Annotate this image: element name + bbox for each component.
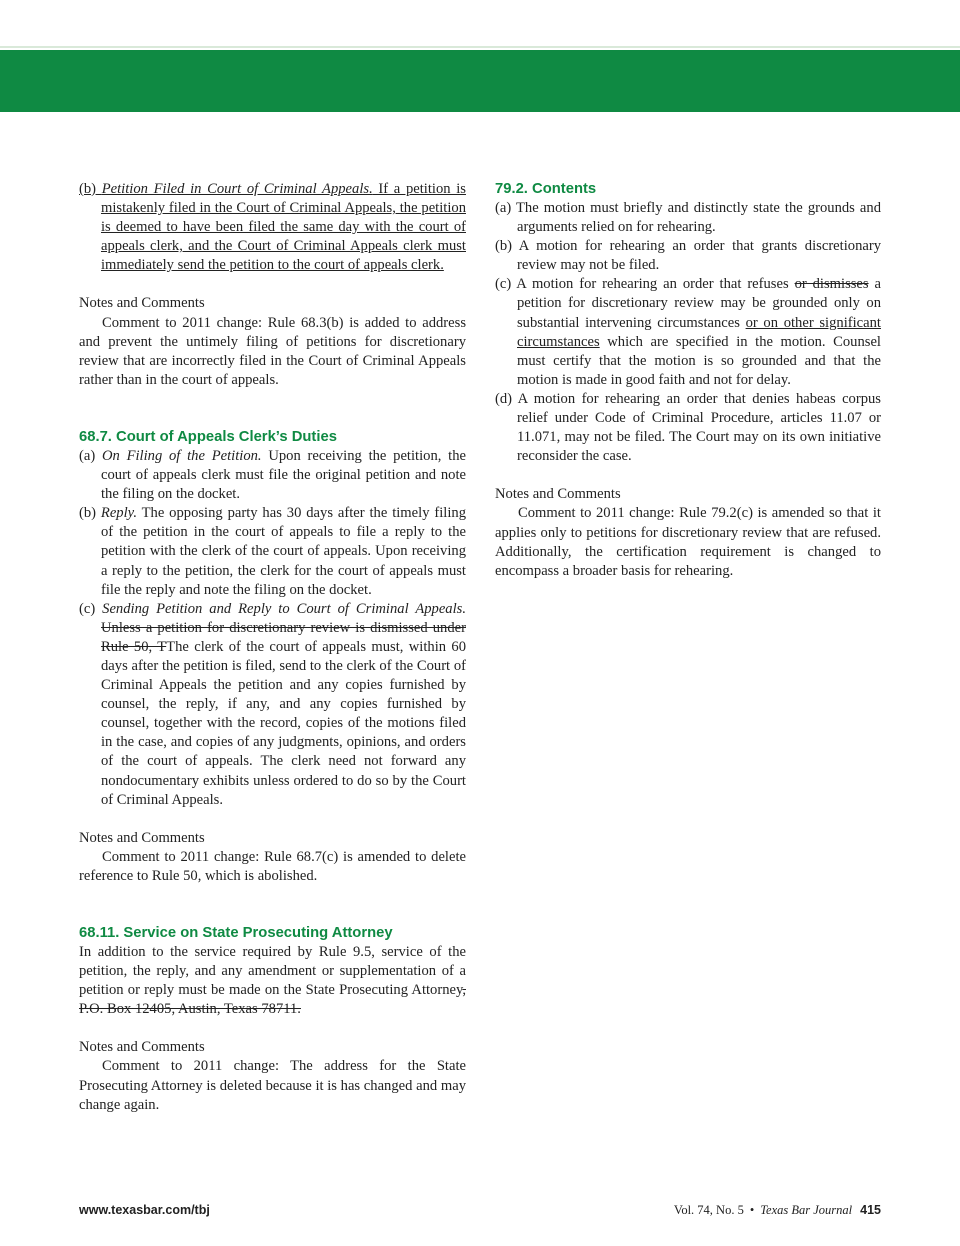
footer-issue [674,1203,881,1218]
added-text: or on other significant circumstances [517,314,881,350]
item-text: If a petition is mistakenly filed in the Court of Criminal Appeals, the petition is deemed to have been filed the same day with the court of appeals clerk, and the Court of Criminal Appeals clerk must immediately send the petition to the court of appeals clerk. [101,181,466,274]
deleted-text: or dismisses [794,276,869,293]
deleted-text: Unless a petition for discretionary review is dismissed under Rule 50, T [101,619,466,655]
header-band [0,50,960,112]
page-number: 415 [860,1203,881,1217]
rule-68-3-b [79,180,466,275]
rule-68-11-text: In addition to the service required by Rule 9.5, service of the petition, the reply, and any amendment or supplementation of a petition or reply must be made on the State Prosecuting Attorney, P.O. Box 12405, Austin, Texas 78711. [79,944,466,1018]
header-rule [0,46,960,48]
rule-68-7-b: (b) Reply. The opposing party has 30 days after the timely filing of the petition in the court of appeals to file a reply to the petition with the clerk of the court of appeals. Upon receiving a reply to the petition, the clerk for the court of appeals must file the reply and note the filing on the docket. [79,505,466,598]
notes-comment: Comment to 2011 change: Rule 68.3(b) is added to address and prevent the untimely filing of petitions for discretionary review that are incorrectly filed in the Court of Criminal Appeals rather than in the court of appeals. [79,314,466,388]
right-column [495,180,881,581]
notes-heading: Notes and Comments [79,295,205,312]
section-heading-79-2: 79.2. Contents [495,181,597,197]
section-heading-68-11: 68.11. Service on State Prosecuting Attorney [79,925,393,941]
rule-79-2-c: (c) A motion for rehearing an order that refuses or dismisses a petition for discretionary review may be grounded only on substantial intervening circumstances or on other significant circumstances which are specified in the motion. Counsel must certify that the motion is so grounded and that the motion is made in good faith and not for delay. [495,276,881,388]
notes-heading: Notes and Comments [495,486,621,503]
deleted-text: , P.O. Box 12405, Austin, Texas 78711. [79,982,466,1018]
footer-url: www.texasbar.com/tbj [79,1203,210,1217]
rule-79-2-b: (b) A motion for rehearing an order that grants discretionary review may not be filed. [495,238,881,274]
rule-79-2-d: (d) A motion for rehearing an order that denies habeas corpus relief under Code of Criminal Procedure, articles 11.07 or 11.071, may not be filed. The Court may on its own initiative reconsider the case. [495,390,881,465]
footer-bullet: • [749,1203,755,1217]
footer-journal: Texas Bar Journal [760,1203,853,1217]
section-heading-68-7: 68.7. Court of Appeals Clerk’s Duties [79,428,337,445]
rule-79-2-a: (a) The motion must briefly and distinctly state the grounds and arguments relied on for rehearing. [495,200,881,236]
notes-comment: Comment to 2011 change: Rule 79.2(c) is amended so that it applies only to petitions for discretionary review that are refused. Additionally, the certification requirement is changed to encompass a broader basis for rehearing. [495,505,881,579]
item-label: (b) [79,181,102,197]
notes-heading: Notes and Comments [79,1039,205,1056]
notes-comment: Comment to 2011 change: Rule 68.7(c) is amended to delete reference to Rule 50, which is abolished. [79,848,466,884]
notes-heading: Notes and Comments [79,829,205,846]
notes-comment: Comment to 2011 change: The address for the State Prosecuting Attorney is deleted because it is has changed and may change again. [79,1058,466,1113]
rule-68-7-c: (c) Sending Petition and Reply to Court of Criminal Appeals. Unless a petition for discretionary review is dismissed under Rule 50, TThe clerk of the court of appeals must, within 60 days after the petition is filed, send to the clerk of the Court of Criminal Appeals the petition and any copies furnished by counsel, the reply, if any, and any copies furnished by counsel, together with the record, copies of the motions filed in the case, and copies of any judgments, opinions, and orders of the court of appeals. The clerk need not forward any nondocumentary exhibits unless ordered to do so by the Court of Criminal Appeals. [79,600,466,808]
left-column [79,180,466,1115]
item-title: Petition Filed in Court of Criminal Appeals. [101,181,373,197]
footer-volume: Vol. 74, No. 5 [673,1203,744,1217]
rule-68-7-a: (a) On Filing of the Petition. Upon receiving the petition, the court of appeals clerk must file the original petition and note the filing on the docket. [79,447,466,503]
